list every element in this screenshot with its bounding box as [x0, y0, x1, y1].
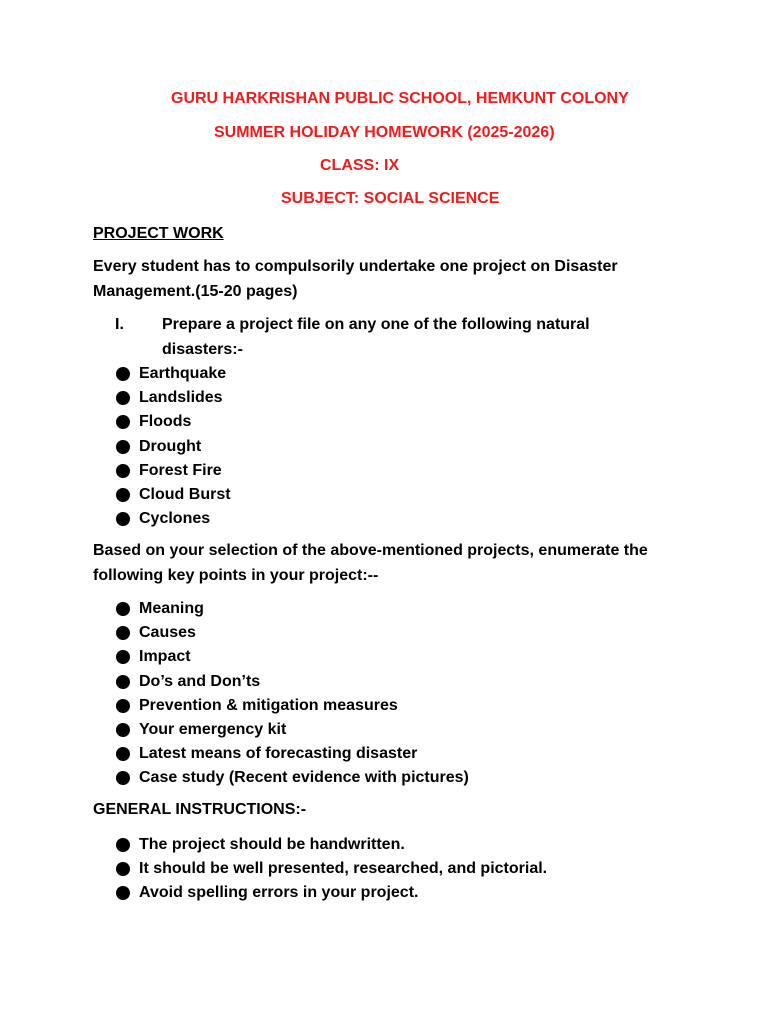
list-item-label: Avoid spelling errors in your project.: [139, 884, 419, 902]
instructions-list: [116, 833, 547, 906]
list-item-label: Drought: [139, 437, 202, 455]
key-points-intro: Based on your selection of the above-mentioned projects, enumerate the following key points in your project:--: [93, 542, 648, 584]
list-item-label: Do’s and Don’ts: [139, 672, 261, 690]
list-item-label: Causes: [139, 624, 196, 642]
list-item: [116, 694, 469, 718]
list-item-label: Earthquake: [139, 365, 227, 382]
list-item: [116, 766, 469, 790]
bullet-icon: [116, 488, 130, 502]
bullet-icon: [116, 886, 130, 900]
bullet-icon: [116, 838, 130, 852]
list-item-label: Your emergency kit: [139, 720, 287, 738]
list-item: [116, 670, 469, 694]
list-item-label: Cyclones: [139, 510, 211, 528]
list-item: [116, 742, 469, 766]
project-intro: Every student has to compulsorily undertake one project on Disaster Management.(15-20 pages): [93, 258, 618, 300]
list-item: [116, 507, 231, 531]
list-item-label: Cloud Burst: [139, 485, 231, 503]
bullet-icon: [116, 747, 130, 761]
bullet-icon: [116, 415, 130, 429]
list-item-label: Impact: [139, 648, 191, 666]
list-item-label: Forest Fire: [139, 461, 222, 479]
list-item: [116, 857, 547, 881]
bullet-icon: [116, 650, 130, 664]
list-item: [116, 718, 469, 742]
list-item: [116, 833, 547, 857]
bullet-icon: [116, 862, 130, 876]
bullet-icon: [116, 602, 130, 616]
key-points-list: [116, 597, 469, 791]
class-label: CLASS: IX: [320, 157, 400, 174]
list-item: [116, 459, 231, 483]
school-name: GURU HARKRISHAN PUBLIC SCHOOL, HEMKUNT COLONY: [171, 90, 629, 107]
list-item: [116, 645, 469, 669]
list-item-label: Prevention & mitigation measures: [139, 696, 398, 714]
list-item: [116, 386, 231, 410]
bullet-icon: [116, 367, 130, 381]
item-number: I.: [115, 316, 124, 333]
list-item: [116, 881, 547, 905]
list-item: [116, 410, 231, 434]
bullet-icon: [116, 675, 130, 689]
list-item: [116, 621, 469, 645]
bullet-icon: [116, 440, 130, 454]
homework-title: SUMMER HOLIDAY HOMEWORK (2025-2026): [214, 124, 555, 141]
bullet-icon: [116, 512, 130, 526]
bullet-icon: [116, 723, 130, 737]
bullet-icon: [116, 391, 130, 405]
list-item-label: It should be well presented, researched, and pictorial.: [139, 860, 548, 878]
disaster-list: [116, 362, 231, 531]
list-item: [116, 435, 231, 459]
list-item-label: Meaning: [139, 600, 204, 617]
bullet-icon: [116, 464, 130, 478]
general-instructions-heading: GENERAL INSTRUCTIONS:-: [93, 801, 307, 818]
list-item-label: Latest means of forecasting disaster: [139, 745, 418, 763]
list-item-label: The project should be handwritten.: [139, 836, 405, 853]
list-item: [116, 483, 231, 507]
bullet-icon: [116, 699, 130, 713]
subject-label: SUBJECT: SOCIAL SCIENCE: [281, 190, 500, 207]
list-item-label: Case study (Recent evidence with pictures): [139, 769, 469, 787]
list-item-label: Floods: [139, 413, 192, 431]
list-item: [116, 362, 231, 386]
project-work-heading: PROJECT WORK: [93, 225, 224, 242]
list-item: [116, 597, 469, 621]
item-text: Prepare a project file on any one of the following natural disasters:-: [162, 316, 590, 358]
bullet-icon: [116, 771, 130, 785]
bullet-icon: [116, 626, 130, 640]
list-item-label: Landslides: [139, 389, 223, 407]
